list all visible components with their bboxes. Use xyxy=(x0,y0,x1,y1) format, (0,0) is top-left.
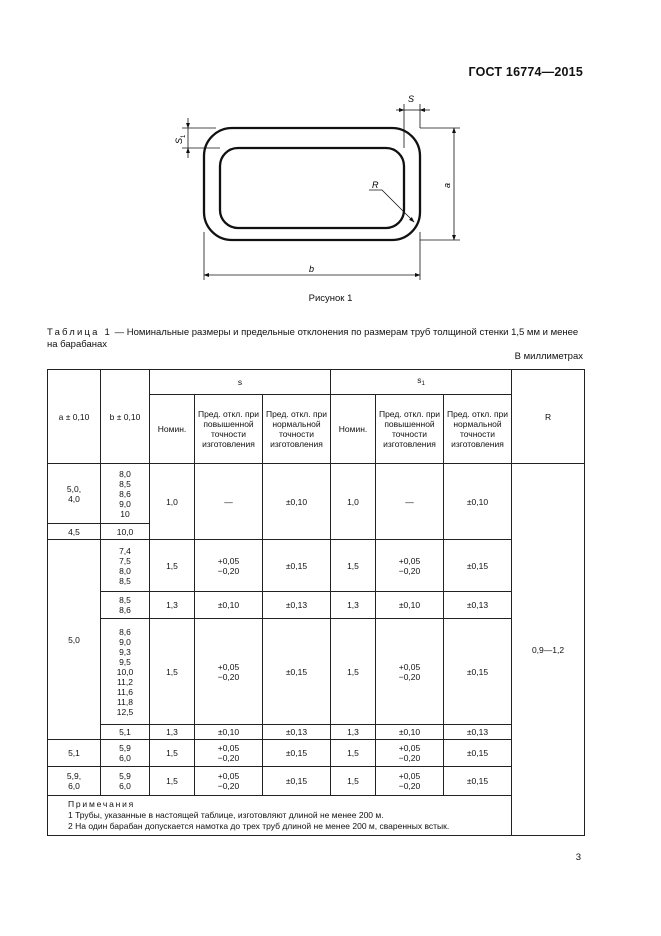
cell-s-hi: ±0,10 xyxy=(195,725,263,740)
cell-s1-nom: 1,5 xyxy=(331,540,376,592)
units-note: В миллиметрах xyxy=(514,351,583,362)
cell-b: 5,1 xyxy=(101,725,150,740)
dimension-label-s: S xyxy=(408,94,415,104)
cell-s1-norm: ±0,10 xyxy=(444,464,512,540)
cell-s1-nom: 1,3 xyxy=(331,592,376,619)
cell-s-norm: ±0,15 xyxy=(263,767,331,796)
cell-s-nom: 1,5 xyxy=(150,740,195,767)
cell-s1-nom: 1,5 xyxy=(331,740,376,767)
header-s-nomin: Номин. xyxy=(150,395,195,464)
table-title xyxy=(47,327,585,351)
cell-s1-norm: ±0,15 xyxy=(444,767,512,796)
cell-s1-hi: +0,05 −0,20 xyxy=(376,767,444,796)
table-row xyxy=(48,767,585,796)
cell-s1-hi: ±0,10 xyxy=(376,725,444,740)
cell-a: 5,0, 4,0 xyxy=(48,464,101,524)
header-r: R xyxy=(512,370,585,464)
cell-s1-hi: — xyxy=(376,464,444,540)
cell-s-hi: +0,05 −0,20 xyxy=(195,540,263,592)
cell-s1-norm: ±0,15 xyxy=(444,740,512,767)
cell-s-norm: ±0,15 xyxy=(263,619,331,725)
cell-s1-nom: 1,5 xyxy=(331,619,376,725)
header-s: s xyxy=(150,370,331,395)
table-row xyxy=(48,540,585,592)
cell-s1-nom: 1,3 xyxy=(331,725,376,740)
cell-a: 5,0 xyxy=(48,540,101,740)
table-row xyxy=(48,619,585,725)
table-title-text: — Номинальные размеры и предельные отклонения по размерам труб толщиной стенки 1,5 мм и менее на барабанах xyxy=(47,327,579,350)
cell-s-hi: +0,05 −0,20 xyxy=(195,740,263,767)
cell-s-hi: +0,05 −0,20 xyxy=(195,619,263,725)
cell-b: 5,9 6,0 xyxy=(101,767,150,796)
cell-s-norm: ±0,13 xyxy=(263,725,331,740)
cell-s1-norm: ±0,15 xyxy=(444,540,512,592)
cell-s1-nom: 1,5 xyxy=(331,767,376,796)
cell-s1-norm: ±0,15 xyxy=(444,619,512,725)
cell-b: 8,5 8,6 xyxy=(101,592,150,619)
cell-s1-hi: +0,05 −0,20 xyxy=(376,619,444,725)
cell-r: 0,9—1,2 xyxy=(512,464,585,836)
table-row xyxy=(48,740,585,767)
table-number: Таблица 1 xyxy=(47,327,112,338)
dimension-label-b: b xyxy=(309,264,315,274)
cell-s-norm: ±0,15 xyxy=(263,740,331,767)
cell-s1-norm: ±0,13 xyxy=(444,592,512,619)
document-code: ГОСТ 16774—2015 xyxy=(468,65,583,79)
cell-s-nom: 1,3 xyxy=(150,592,195,619)
dimension-label-a: a xyxy=(442,182,452,188)
cell-s-norm: ±0,15 xyxy=(263,540,331,592)
dimension-label-r: R xyxy=(372,180,379,190)
header-s1: $s_1$ xyxy=(331,370,512,395)
tube-outer-contour xyxy=(204,128,420,240)
cell-b: 8,0 8,5 8,6 9,0 10 xyxy=(101,464,150,524)
note-item: 1 Трубы, указанные в настоящей таблице, изготовляют длиной не менее 200 м. xyxy=(68,810,384,820)
figure-1-drawing xyxy=(160,92,480,287)
cell-s-hi: ±0,10 xyxy=(195,592,263,619)
cell-a: 5,9, 6,0 xyxy=(48,767,101,796)
cell-s-nom: 1,5 xyxy=(150,767,195,796)
dimensions-table xyxy=(47,369,585,836)
header-s1-pred-normal: Пред. откл. при нормальной точности изготовления xyxy=(444,395,512,464)
notes-row xyxy=(48,796,585,836)
cell-s-hi: — xyxy=(195,464,263,540)
cell-b: 7,4 7,5 8,0 8,5 xyxy=(101,540,150,592)
header-a: a ± 0,10 xyxy=(48,370,101,464)
table-row xyxy=(48,464,585,524)
cell-s-norm: ±0,13 xyxy=(263,592,331,619)
header-s1-nomin: Номин. xyxy=(331,395,376,464)
header-b: b ± 0,10 xyxy=(101,370,150,464)
cell-s-hi: +0,05 −0,20 xyxy=(195,767,263,796)
cell-s-nom: 1,5 xyxy=(150,540,195,592)
cell-a: 4,5 xyxy=(48,524,101,540)
cell-s1-hi: ±0,10 xyxy=(376,592,444,619)
cell-s1-hi: +0,05 −0,20 xyxy=(376,540,444,592)
cell-b: 8,6 9,0 9,3 9,5 10,0 11,2 11,6 11,8 12,5 xyxy=(101,619,150,725)
cell-s-norm: ±0,10 xyxy=(263,464,331,540)
dimension-label-s1-subscript: 1 xyxy=(181,134,187,138)
cell-b: 10,0 xyxy=(101,524,150,540)
header-s-pred-high: Пред. откл. при повышенной точности изготовления xyxy=(195,395,263,464)
cell-s-nom: 1,5 xyxy=(150,619,195,725)
table-row xyxy=(48,592,585,619)
cell-a: 5,1 xyxy=(48,740,101,767)
figure-caption: Рисунок 1 xyxy=(308,293,353,304)
cell-s-nom: 1,0 xyxy=(150,464,195,540)
table-row xyxy=(48,725,585,740)
notes-heading: Примечания xyxy=(68,799,136,809)
cell-s1-nom: 1,0 xyxy=(331,464,376,540)
table-notes xyxy=(48,796,585,836)
page-number: 3 xyxy=(575,852,581,863)
dimension-label-s1: S xyxy=(174,137,184,144)
header-s-pred-normal: Пред. откл. при нормальной точности изготовления xyxy=(263,395,331,464)
cell-s1-norm: ±0,13 xyxy=(444,725,512,740)
header-s1-pred-high: Пред. откл. при повышенной точности изготовления xyxy=(376,395,444,464)
cell-s1-hi: +0,05 −0,20 xyxy=(376,740,444,767)
note-item: 2 На один барабан допускается намотка до трех труб длиной не менее 200 м, сваренных встык. xyxy=(68,821,450,831)
cell-s-nom: 1,3 xyxy=(150,725,195,740)
cell-b: 5,9 6,0 xyxy=(101,740,150,767)
